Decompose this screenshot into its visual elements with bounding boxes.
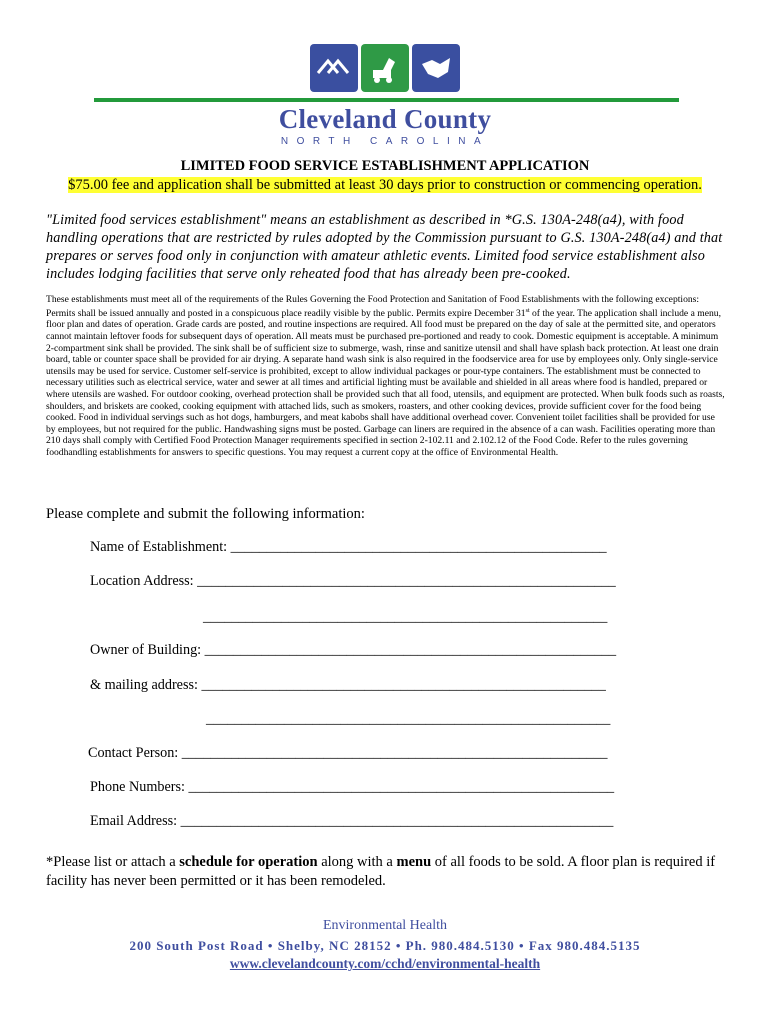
logo-divider: [94, 98, 679, 102]
rules-text-1: These establishments must meet all of the requirements of the Rules Governing the Food Protection and Sanitation of Food Establishments with the following exceptions: Permits shall be issued annually and posted in a conspicuous place readily visible by the public. Permits expire December 31: [46, 294, 700, 319]
footer-address: 200 South Post Road • Shelby, NC 28152 • Ph. 980.484.5130 • Fax 980.484.5135: [129, 938, 641, 953]
logo-text: Cleveland County: [278, 104, 492, 134]
mailing-address-line2-field[interactable]: _________________________________________________________: [206, 711, 611, 727]
page-title: LIMITED FOOD SERVICE ESTABLISHMENT APPLICATION: [180, 158, 590, 174]
location-address-field[interactable]: Location Address: ___________________________________________________________: [90, 573, 616, 589]
rules-text-2: of the year. The application shall include a menu, floor plan and dates of operation. Grade cards are posted, and routine inspections are required. All food must be prepared on the day of sale at the permitted site, and operators cannot maintain leftover foods for subsequent days of operation. All meats must be purchased pre-portioned and ready to cook. Domestic equipment is acceptable. A minimum 2-compartment sink shall be provided. The sink shall be of sufficient size to submerge, wash, rinse and sanitize utensil and shall have splash back protection. At least one drain board, table or counter space shall be provided for air drying. A separate hand wash sink is also required in the foodservice area for use by employees only. Only single-service utensils may be used for service. Customer self-service is prohibited, except to allow individual packages or pour-type containers. The establishment must be connected to necessary utilities such as electrical service, water and sewer at all times and artificial lighting must be available and shielded in all areas where food is handled, prepared or where utensils are washed. For outdoor cooking, overhead protection shall be provided such that all food, utensils, and equipment are protected. When bulk foods such as roasts, shoulders, and briskets are cooked, cooking equipment with attached lids, such as smokers, roasters, and other cooking devices, provide sufficient cover for the food being cooked. Food in individual servings such as hot dogs, hamburgers, and meat kabobs shall have additional overhead cover. Convenient toilet facilities shall be provided for use by employees, but not required for the public. Handwashing signs must be posted. Garbage can liners are required in the absence of a can wash. Facilities operating more than 210 days shall comply with Certified Food Protection Manager requirements specified in section 2-102.11 and 2.102.12 of the Food Code. Refer to the rules governing foodhandling establishments for answers to specific questions. You may request a current copy at the office of Environmental Health.: [46, 307, 725, 458]
definition-paragraph: "Limited food services establishment" means an establishment as described in *G.S. 130A-248(a4), with food handling operations that are restricted by rules adopted by the Commission pursuant to G.S. 130A-248(a4) and that prepares or serves food only in conjunction with amateur athletic events. Limited food service establishment also includes lodging facilities that serve only reheated food that has already been pre-cooked.: [46, 212, 723, 282]
email-address-field[interactable]: Email Address: _____________________________________________________________: [90, 813, 614, 829]
schedule-bold-2: menu: [396, 854, 432, 870]
mailing-address-field[interactable]: & mailing address: _________________________________________________________: [90, 677, 606, 693]
instructions: Please complete and submit the following information:: [46, 506, 365, 522]
contact-person-field[interactable]: Contact Person: ____________________________________________________________: [88, 745, 608, 761]
logo-icons: [310, 44, 462, 94]
fee-notice: [52, 177, 718, 194]
footer-department: Environmental Health: [322, 918, 448, 933]
location-address-line2-field[interactable]: _________________________________________________________: [203, 609, 608, 625]
house-icon: [310, 44, 358, 92]
phone-numbers-field[interactable]: Phone Numbers: ____________________________________________________________: [90, 779, 615, 795]
schedule-text-3: of all foods to be sold. A floor plan is required if facility has never been permitted or it has been remodeled.: [46, 854, 716, 889]
fee-notice-text: $75.00 fee and application shall be submitted at least 30 days prior to construction or commencing operation.: [68, 177, 702, 193]
county-logo: [0, 44, 770, 147]
rules-paragraph: [46, 294, 726, 459]
owner-field[interactable]: Owner of Building: __________________________________________________________: [90, 642, 617, 658]
rules-sup: st: [525, 307, 530, 314]
schedule-note: [46, 853, 736, 891]
schedule-text-1: *Please list or attach a: [46, 854, 180, 870]
footer-url[interactable]: www.clevelandcounty.com/cchd/environmental-health: [229, 956, 541, 971]
excavator-icon: [361, 44, 409, 92]
logo-subtext: NORTH CAROLINA: [280, 136, 490, 147]
schedule-bold-1: schedule for operation: [179, 854, 318, 870]
map-icon: [412, 44, 460, 92]
establishment-name-field[interactable]: Name of Establishment: _____________________________________________________: [90, 539, 607, 555]
schedule-text-2: along with a: [317, 854, 397, 870]
